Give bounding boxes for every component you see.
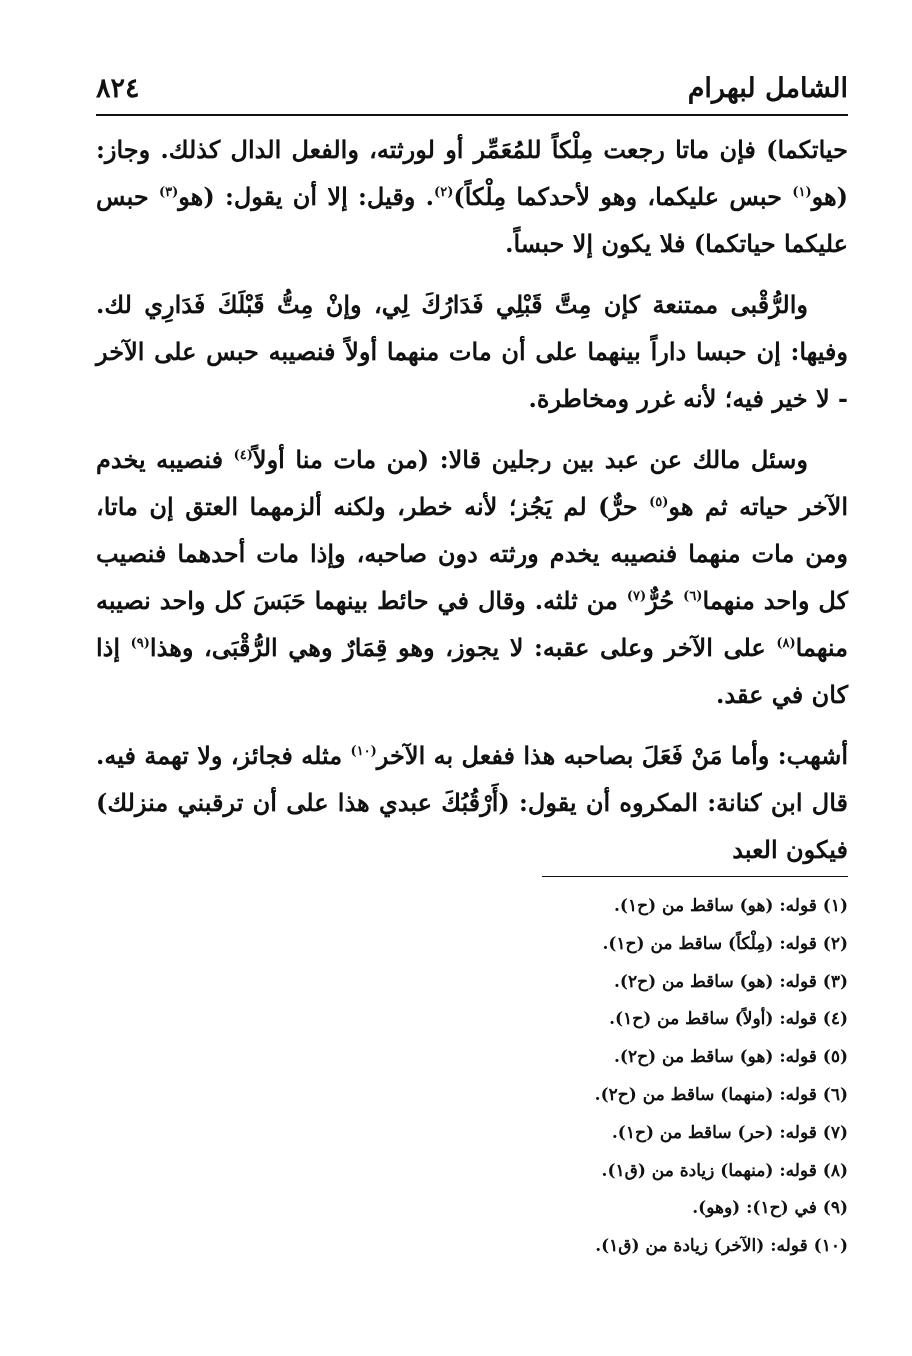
header-divider: [96, 114, 848, 116]
footnote-marker: (٩): [130, 636, 150, 651]
text-run: إذا كان في عقد.: [96, 633, 848, 709]
text-run: فنصيبه يخدم الآخر حياته ثم هو: [96, 445, 848, 521]
text-run: من ثلثه. وقال في حائط بينهما حَبَسَ كل واحد نصيبه منهما: [96, 586, 848, 662]
paragraph: [96, 281, 848, 422]
footnote-item: (٧) قوله: (حر) ساقط من (ح١).: [611, 1122, 848, 1143]
paragraph: [96, 732, 848, 873]
footnote-marker: (١٠): [350, 744, 377, 759]
text-run: حبس عليكما، وهو لأحدكما مِلْكاً): [453, 182, 793, 211]
paragraph: [96, 436, 848, 718]
text-run: أشهب: وأما مَنْ فَعَلَ بصاحبه هذا ففعل به الآخر: [376, 741, 848, 770]
text-run: على الآخر وعلى عقبه: لا يجوز، وهو قِمَارٌ وهي الرُّقْبَى، وهذا: [149, 633, 777, 662]
footnote-divider: [542, 876, 848, 877]
main-text: [96, 126, 848, 887]
text-run: حُرٌّ: [646, 586, 684, 615]
footnote-item: (٨) قوله: (منهما) زيادة من (ق١).: [601, 1160, 848, 1181]
text-run: وسئل مالك عن عبد بين رجلين قالا: (من مات منا أولاً: [252, 445, 808, 474]
footnote-marker: (٤): [233, 448, 253, 463]
text-run: حبس عليكما حياتكما) فلا يكون إلا حبساً.: [96, 182, 848, 258]
footnote-marker: (٦): [683, 589, 703, 604]
text-run: والرُّقْبى ممتنعة كإن مِتَّ قَبْلِي فَدَارُكَ لِي، وإنْ مِتُّ قَبْلَكَ فَدَارِي لك. وفيها: إن حبسا داراً بينهما على أن مات منهما أولاً فنصيبه حبس على الآخر - لا خير فيه؛ لأنه غرر ومخاطرة.: [96, 290, 848, 413]
footnote-item: (٦) قوله: (منهما) ساقط من (ح٢).: [594, 1084, 848, 1105]
text-run: حياتكما) فإن ماتا رجعت مِلْكاً للمُعَمِّر أو لورثته، والفعل الدال كذلك. وجاز: (هو: [96, 135, 849, 211]
footnote-item: (٤) قوله: (أولاً) ساقط من (ح١).: [609, 1009, 848, 1030]
text-run: حرٌّ) لم يَجُز؛ لأنه خطر، ولكنه ألزمهما العتق إن ماتا، ومن مات منهما فنصيبه يخدم ورثته دون صاحبه، وإذا مات أحدهما فنصيب كل واحد منهما: [96, 492, 848, 615]
footnotes: [300, 888, 848, 1266]
footnote-marker: (٧): [626, 589, 647, 604]
footnote-item: (١) قوله: (هو) ساقط من (ح١).: [614, 896, 848, 916]
footnote-marker: (٨): [776, 636, 796, 651]
footnote-marker: (٥): [649, 495, 669, 510]
paragraph: [96, 126, 848, 267]
page-number: ٨٢٤: [96, 72, 140, 104]
running-title: الشامل لبهرام: [687, 72, 848, 104]
page-header: [96, 66, 848, 110]
footnote-item: (٩) في (ح١): (وهو).: [692, 1198, 848, 1219]
footnote-marker: (٢): [434, 185, 454, 200]
text-run: . وقيل: إلا أن يقول: (هو: [178, 182, 435, 211]
footnote-item: (٥) قوله: (هو) ساقط من (ح٢).: [614, 1047, 848, 1068]
footnote-item: (٢) قوله: (مِلْكاً) ساقط من (ح١).: [602, 933, 848, 954]
footnote-item: (١٠) قوله: (الآخر) زيادة من (ق١).: [595, 1236, 848, 1257]
footnote-marker: (١): [792, 185, 812, 200]
footnote-marker: (٣): [158, 185, 179, 200]
text-run: مثله فجائز، ولا تهمة فيه. قال ابن كنانة: المكروه أن يقول: (أَرْقُبُكَ عبدي هذا على أن ترقبني منزلك) فيكون العبد: [96, 741, 848, 864]
footnote-item: (٣) قوله: (هو) ساقط من (ح٢).: [614, 971, 848, 992]
